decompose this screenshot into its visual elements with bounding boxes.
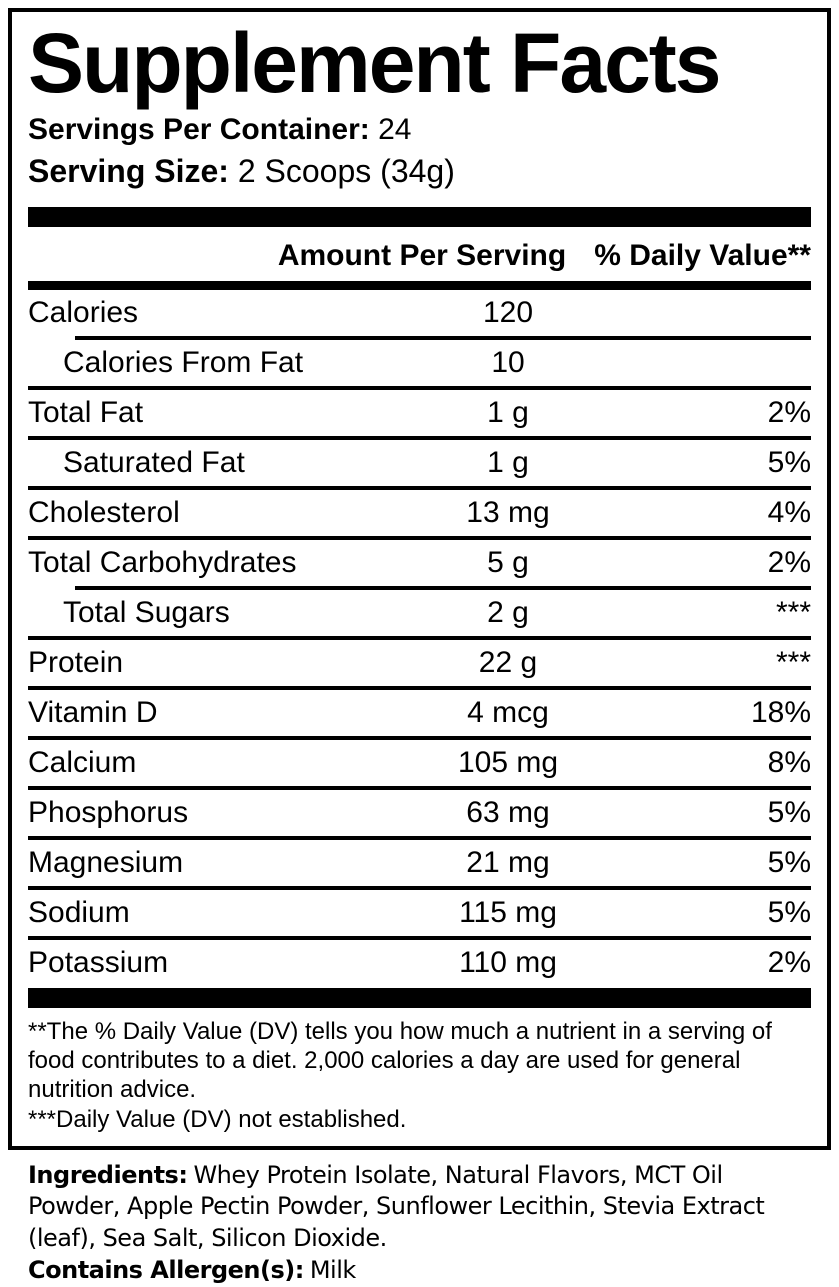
daily-value-footnote: **The % Daily Value (DV) tells you how much a nutrient in a serving of food contributes to a diet. 2,000 calories a day are used for general nutrition advice.	[28, 1018, 772, 1104]
nutrient-row	[28, 540, 811, 586]
nutrient-daily-value: 5%	[767, 796, 811, 830]
nutrient-amount: 120	[482, 296, 534, 330]
servings-per-container-label: Servings Per Container:	[28, 112, 370, 146]
nutrient-daily-value: ***	[775, 596, 811, 630]
nutrient-row	[28, 640, 811, 686]
serving-size-label: Serving Size:	[28, 153, 229, 190]
bottom-separator-bar	[28, 988, 811, 1008]
nutrient-row	[28, 940, 811, 986]
nutrient-amount: 110 mg	[459, 946, 557, 980]
dv-not-established-footnote: ***Daily Value (DV) not established.	[28, 1105, 407, 1133]
nutrient-daily-value: 18%	[750, 696, 811, 730]
nutrient-row	[28, 440, 811, 486]
nutrient-name: Phosphorus	[28, 796, 189, 830]
nutrient-name: Vitamin D	[28, 696, 158, 730]
allergen-label: Contains Allergen(s):	[28, 1256, 304, 1285]
nutrient-name: Calories From Fat	[63, 346, 304, 380]
nutrient-name: Total Sugars	[63, 596, 230, 630]
nutrient-name: Saturated Fat	[63, 446, 245, 480]
nutrient-row	[28, 840, 811, 886]
nutrient-amount: 1 g	[487, 446, 529, 480]
nutrient-amount: 22 g	[478, 646, 538, 680]
nutrient-row	[28, 290, 811, 336]
nutrient-row	[28, 590, 811, 636]
nutrient-amount: 5 g	[487, 546, 529, 580]
supplement-facts-panel	[8, 8, 831, 1150]
nutrient-row	[28, 790, 811, 836]
column-header-row	[28, 227, 811, 281]
nutrient-amount: 4 mcg	[467, 696, 549, 730]
nutrient-amount: 1 g	[487, 396, 529, 430]
nutrient-row	[28, 890, 811, 936]
nutrient-row	[28, 690, 811, 736]
amount-per-serving-header: Amount Per Serving	[277, 239, 567, 273]
nutrient-name: Magnesium	[28, 846, 184, 880]
nutrient-row	[28, 740, 811, 786]
nutrient-daily-value: 5%	[767, 446, 811, 480]
ingredients-section	[28, 1160, 819, 1287]
nutrient-name: Calcium	[28, 746, 137, 780]
nutrient-daily-value: 8%	[767, 746, 811, 780]
daily-value-header: % Daily Value**	[594, 239, 811, 273]
nutrient-amount: 10	[491, 346, 525, 380]
nutrient-amount: 63 mg	[466, 796, 550, 830]
nutrient-name: Cholesterol	[28, 496, 180, 530]
nutrient-name: Calories	[28, 296, 139, 330]
nutrient-name: Sodium	[28, 896, 130, 930]
nutrient-rows	[28, 290, 811, 986]
servings-per-container-line	[28, 112, 811, 149]
nutrient-row	[28, 390, 811, 436]
nutrient-daily-value: 4%	[767, 496, 811, 530]
top-separator-bar	[28, 207, 811, 227]
nutrient-amount: 115 mg	[459, 896, 557, 930]
header-separator-bar	[28, 281, 811, 290]
nutrient-name: Total Fat	[28, 396, 144, 430]
nutrient-name: Protein	[28, 646, 124, 680]
servings-per-container-value: 24	[378, 112, 412, 146]
serving-size-value: 2 Scoops (34g)	[237, 153, 455, 190]
nutrient-name: Potassium	[28, 946, 169, 980]
nutrient-row	[28, 490, 811, 536]
allergen-value: Milk	[309, 1256, 356, 1285]
nutrient-amount: 21 mg	[466, 846, 550, 880]
nutrient-daily-value: 5%	[767, 896, 811, 930]
nutrient-row	[28, 340, 811, 386]
nutrient-amount: 2 g	[487, 596, 529, 630]
nutrient-daily-value: 2%	[767, 946, 811, 980]
serving-size-line	[28, 152, 811, 191]
footnotes	[28, 1017, 811, 1133]
ingredients-label: Ingredients:	[28, 1160, 188, 1189]
nutrient-name: Total Carbohydrates	[28, 546, 297, 580]
ingredients-line	[28, 1160, 819, 1256]
nutrient-amount: 13 mg	[466, 496, 550, 530]
nutrient-daily-value: 2%	[767, 396, 811, 430]
nutrient-amount: 105 mg	[457, 746, 559, 780]
allergen-line	[28, 1255, 819, 1287]
ingredients-text: Whey Protein Isolate, Natural Flavors, MCT Oil Powder, Apple Pectin Powder, Sunflower Lecithin, Stevia Extract (leaf), Sea Salt, Silicon Dioxide.	[28, 1160, 765, 1253]
nutrient-daily-value: ***	[775, 646, 811, 680]
supplement-label-page	[0, 8, 839, 1285]
nutrient-daily-value: 5%	[767, 846, 811, 880]
panel-title: Supplement Facts	[28, 16, 720, 110]
nutrient-daily-value: 2%	[767, 546, 811, 580]
